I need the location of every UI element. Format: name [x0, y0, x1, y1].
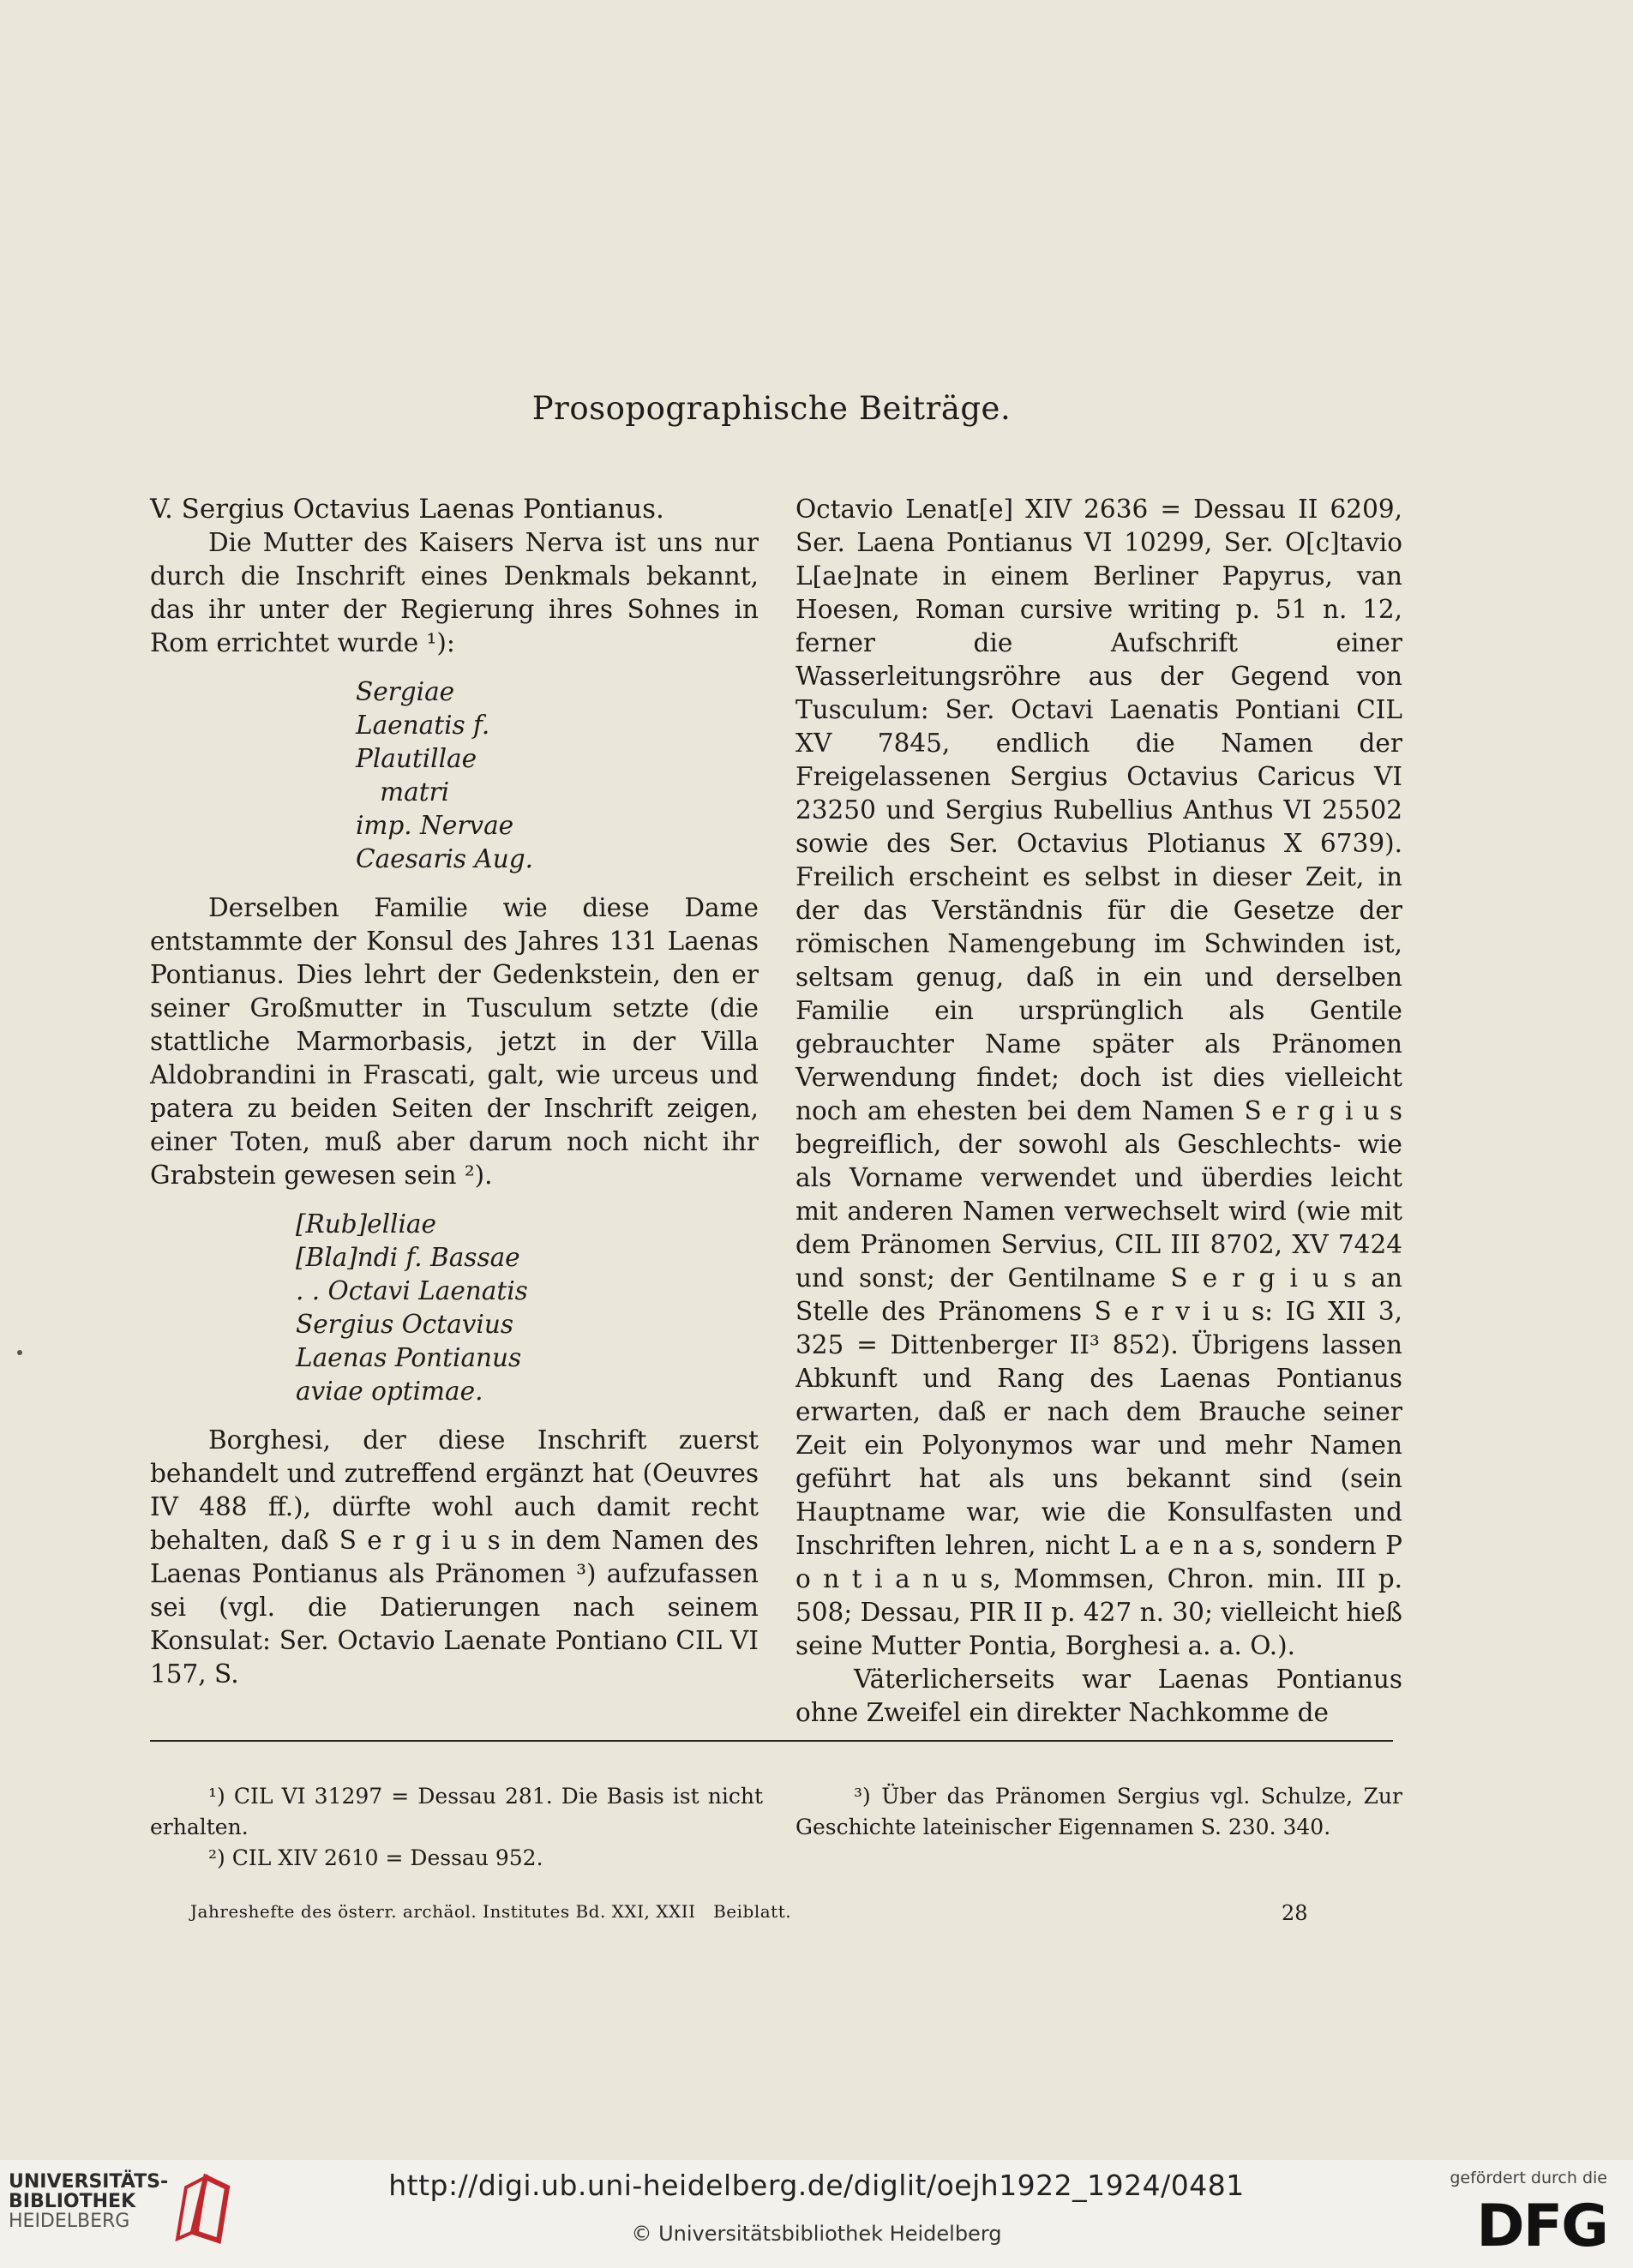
inscription-line: . . Octavi Laenatis: [296, 1276, 528, 1305]
footnote-3: ³) Über das Pränomen Sergius vgl. Schulze, Zur Geschichte lateinischer Eigennamen S. 230. 340.: [795, 1784, 1402, 1839]
copyright-notice: © Universitätsbibliothek Heidelberg: [631, 2222, 1002, 2246]
dfg-wordmark: DFG: [1476, 2193, 1607, 2260]
inscription-line: Sergiae: [356, 677, 455, 706]
footnote-2: ²) CIL XIV 2610 = Dessau 952.: [208, 1845, 543, 1870]
inscription-line: [Bla]ndi f. Bassae: [296, 1243, 520, 1272]
page-url-link[interactable]: http://digi.ub.uni-heidelberg.de/diglit/oejh1922_1924/0481: [388, 2169, 1245, 2202]
paragraph: Octavio Lenat[e] XIV 2636 = Dessau II 6209, Ser. Laena Pontianus VI 10299, Ser. O[c]tavio L[ae]nate in einem Berliner Papyrus, van Hoesen, Roman cursive writing p. 51 n. 12, ferner die Aufschrift einer Wasserleitungsröhre aus der Gegend von Tusculum: Ser. Octavi Laenatis Pontiani CIL XV 7845, endlich die Namen der Freigelassenen Sergius Octavius Caricus VI 23250 und Sergius Rubellius Anthus VI 25502 sowie des Ser. Octavius Plotianus X 6739). Freilich erscheint es selbst in dieser Zeit, in der das Verständnis für die Gesetze der römischen Namengebung im Schwinden ist, seltsam genug, daß in ein und derselben Familie ein ursprünglich als Gentile gebrauchter Name später als Pränomen Verwendung findet; doch ist dies vielleicht noch am ehesten bei dem Namen S e r g i u s begreiflich, der sowohl als Geschlechts- wie als Vorname verwendet und überdies leicht mit anderen Namen verwechselt wird (wie mit dem Pränomen Servius, CIL III 8702, XV 7424 und sonst; der Gentilname S e r g i u s an Stelle des Pränomens S e r v i u s: IG XII 3, 325 = Dittenberger II³ 852). Übrigens lassen Abkunft und Rang des Laenas Pontianus erwarten, daß er nach dem Brauche seiner Zeit ein Polyonymos war und mehr Namen geführt hat als uns bekannt sind (sein Hauptname war, wie die Konsulfasten und Inschriften lehren, nicht L a e n a s, sondern P o n t i a n u s, Mommsen, Chron. min. III p. 508; Dessau, PIR II p. 427 n. 30; vielleicht hieß seine Mutter Pontia, Borghesi a. a. O.).: [795, 495, 1402, 1660]
section-heading: V. Sergius Octavius Laenas Pontianus.: [150, 494, 664, 525]
inscription-line: Laenatis f.: [356, 711, 490, 740]
inscription-2: [296, 1208, 759, 1408]
paragraph: Borghesi, der diese Inschrift zuerst behandelt und zutreffend ergänzt hat (Oeuvres IV 488 ff.), dürfte wohl auch damit recht behalten, daß S e r g i u s in dem Namen des Laenas Pontianus als Pränomen ³) aufzufassen sei (vgl. die Datierungen nach seinem Konsulat: Ser. Octavio Laenate Pontiano CIL VI 157, S.: [150, 1425, 759, 1689]
footnote-divider-left: [150, 1740, 793, 1742]
inscription-line: Plautillae: [356, 744, 477, 773]
journal-line: Jahreshefte des österr. archäol. Institutes Bd. XXI, XXII Beiblatt.: [190, 1901, 792, 1922]
viewer-footer: [0, 2160, 1633, 2268]
right-column: [795, 493, 1402, 1730]
library-name-line: BIBLIOTHEK: [9, 2191, 136, 2212]
footnotes-left: [150, 1781, 763, 1874]
footnote-divider-right: [793, 1740, 1393, 1742]
dfg-logo[interactable]: [1436, 2169, 1607, 2259]
library-name-line: UNIVERSITÄTS-: [9, 2171, 169, 2193]
paragraph: Die Mutter des Kaisers Nerva ist uns nur durch die Inschrift eines Denkmals bekannt, das ihr unter der Regierung ihres Sohnes in Rom errichtet wurde ¹):: [150, 528, 759, 657]
paragraph: Derselben Familie wie diese Dame entstammte der Konsul des Jahres 131 Laenas Pontianus. Dies lehrt der Gedenkstein, den er seiner Großmutter in Tusculum setzte (die stattliche Marmorbasis, jetzt in der Villa Aldobrandini in Frascati, galt, wie urceus und patera zu beiden Seiten der Inschrift zeigen, einer Toten, muß aber darum noch nicht ihr Grabstein gewesen sein ²).: [150, 893, 759, 1190]
scan-speck: [17, 1350, 22, 1355]
inscription-line: matri: [356, 777, 450, 807]
paragraph: Väterlicherseits war Laenas Pontianus ohne Zweifel ein direkter Nachkomme de: [795, 1665, 1402, 1727]
inscription-line: [Rub]elliae: [296, 1209, 436, 1239]
footnotes-right: [795, 1781, 1402, 1843]
inscription-line: Laenas Pontianus: [296, 1343, 522, 1372]
funded-by-label: gefördert durch die: [1450, 2169, 1607, 2187]
page-number: 28: [1282, 1901, 1308, 1925]
footnote-1: ¹) CIL VI 31297 = Dessau 281. Die Basis ist nicht erhalten.: [150, 1784, 763, 1839]
left-column: [150, 493, 759, 1691]
inscription-1: [356, 675, 759, 876]
inscription-line: Caesaris Aug.: [356, 844, 533, 873]
page-title: Prosopographische Beiträge.: [531, 390, 1012, 427]
inscription-line: Sergius Octavius: [296, 1310, 513, 1339]
library-name-line: HEIDELBERG: [9, 2211, 130, 2232]
inscription-line: aviae optimae.: [296, 1377, 483, 1406]
inscription-line: imp. Nervae: [356, 811, 514, 840]
